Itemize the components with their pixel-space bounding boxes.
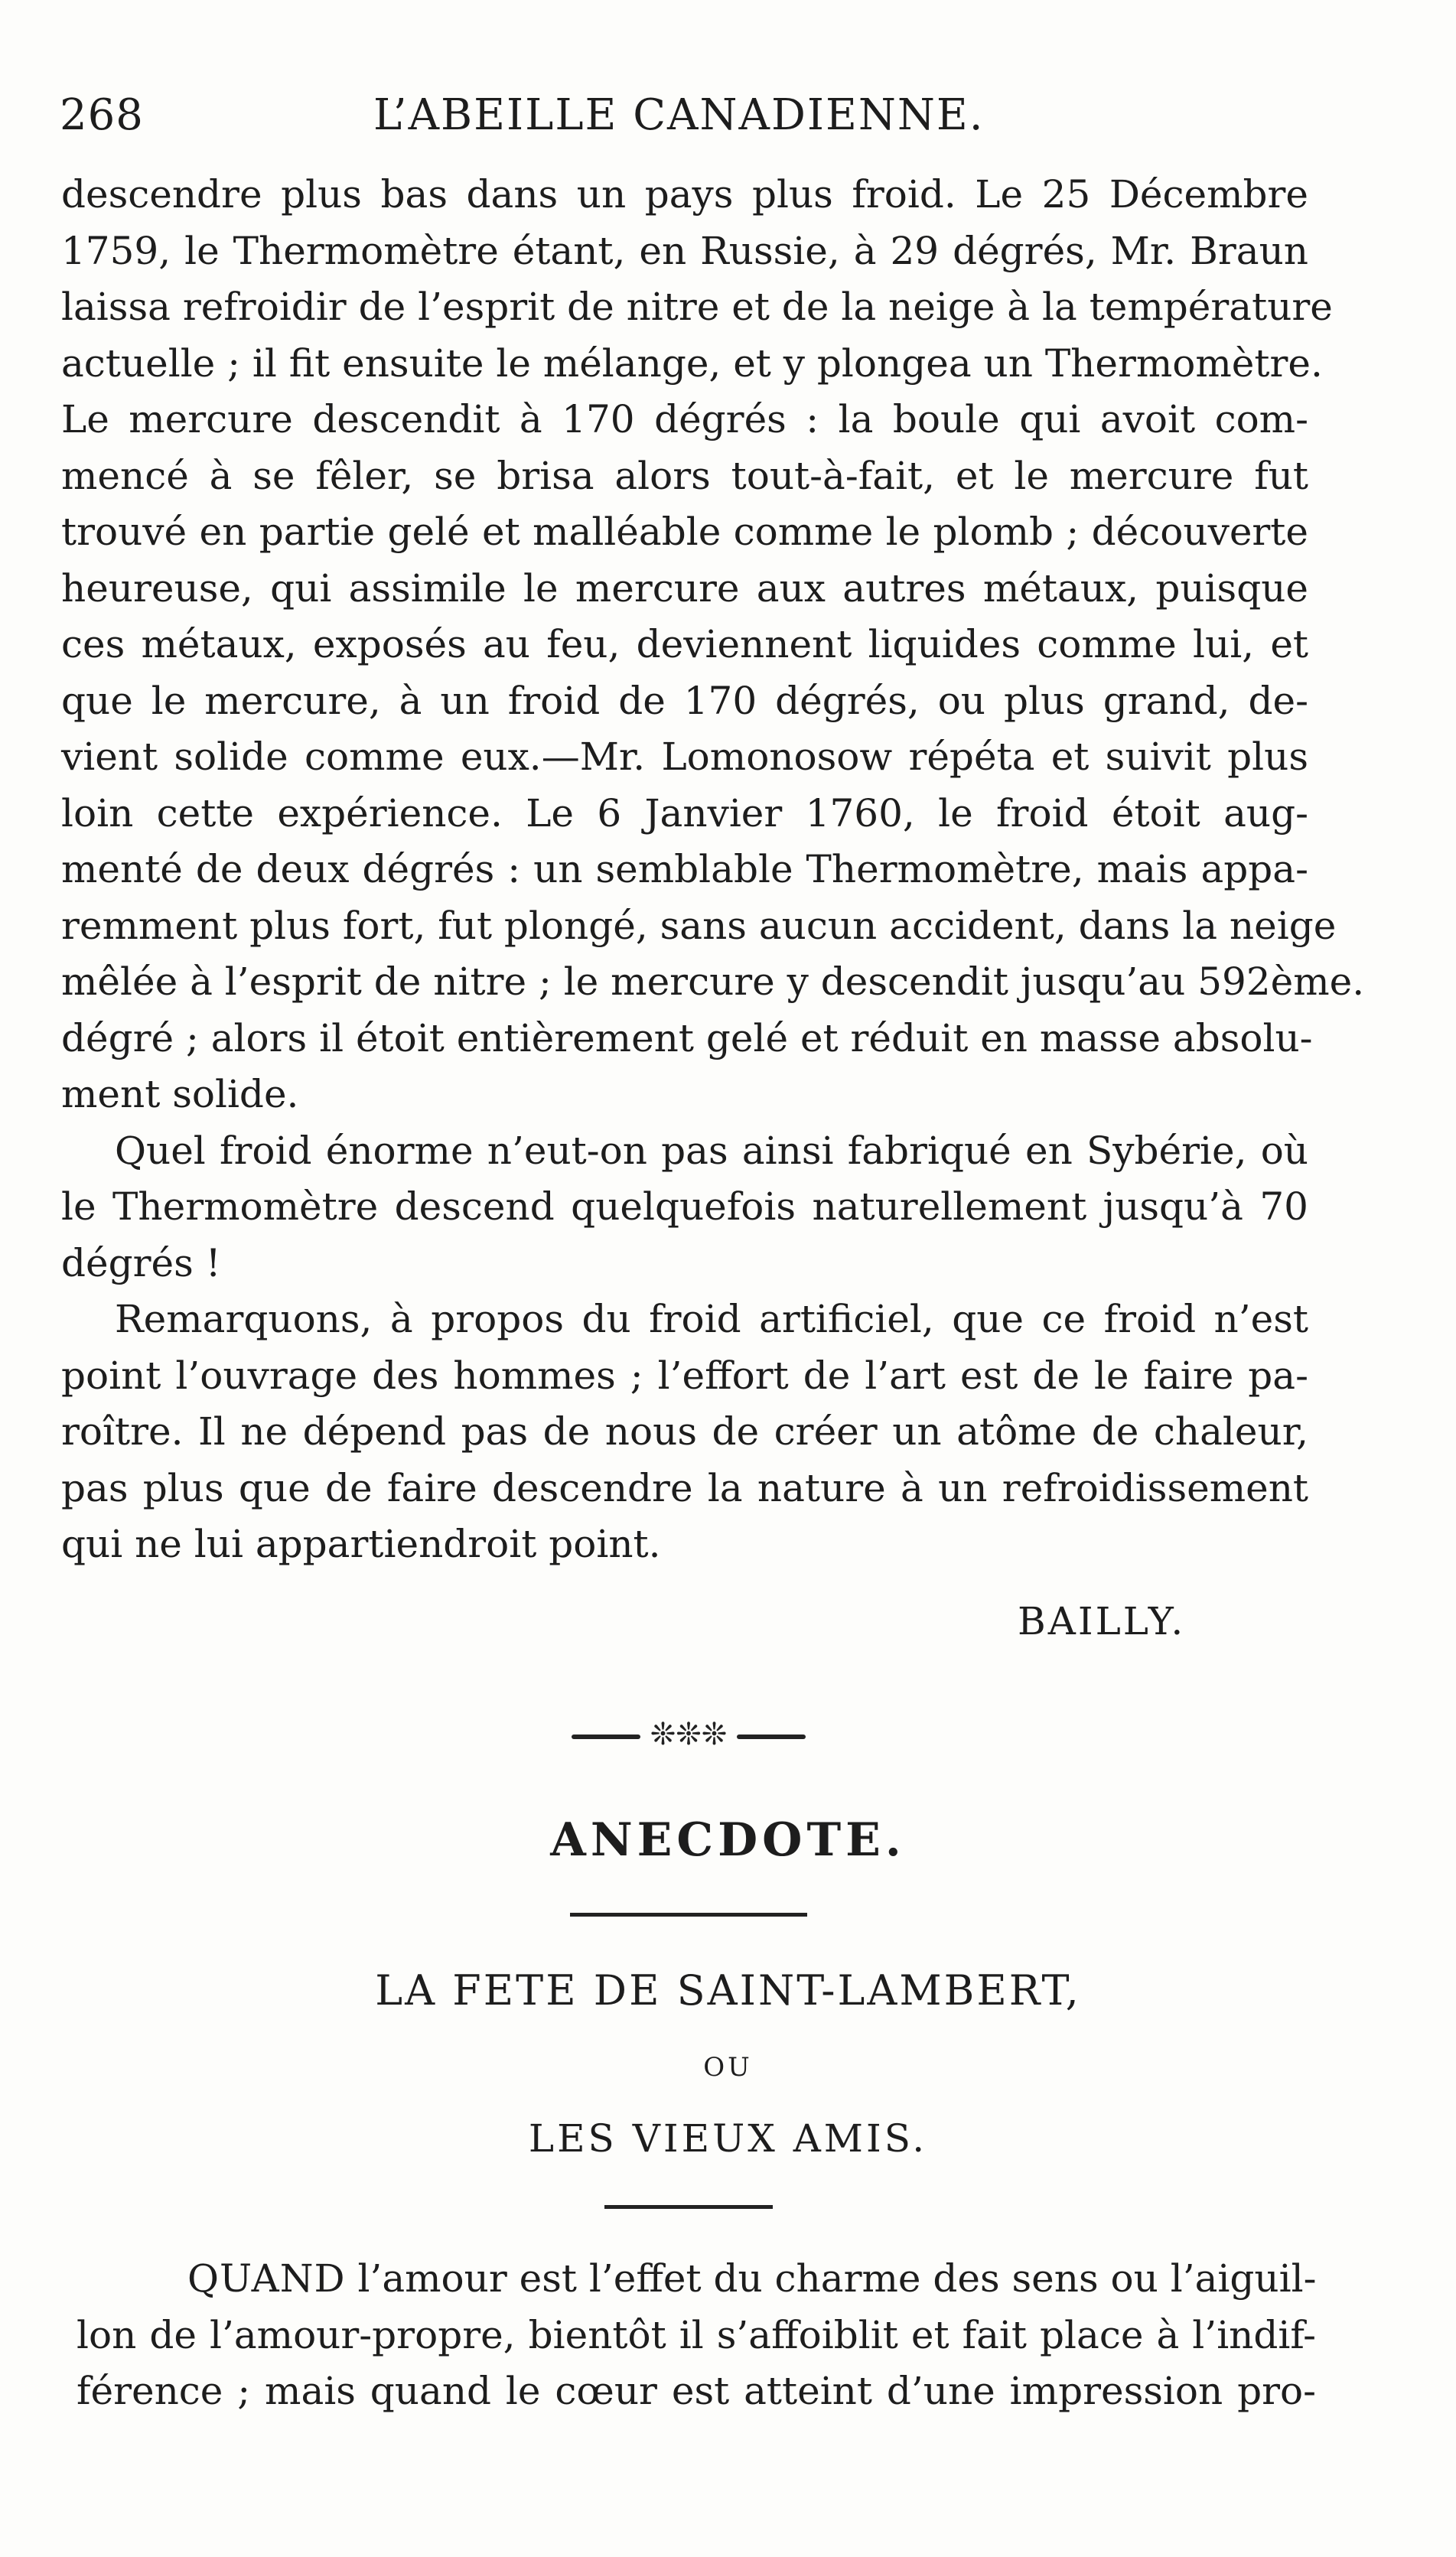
story-or: OU <box>703 2052 753 2083</box>
divider-rule <box>604 2205 773 2209</box>
text-line: loin cette expérience. Le 6 Janvier 1760, le froid étoit aug- <box>61 790 1308 836</box>
text-line: mencé à se fêler, se brisa alors tout-à-fait, et le mercure fut <box>61 453 1308 498</box>
text-line: férence ; mais quand le cœur est atteint d’une impression pro- <box>77 2369 1316 2413</box>
running-title: L’ABEILLE CANADIENNE. <box>373 90 985 140</box>
text-line: 1759, le Thermomètre étant, en Russie, à 29 dégrés, Mr. Braun <box>61 228 1308 273</box>
text-fragment: l’amour est l’effet du charme des sens ou l’aiguil- <box>345 2256 1317 2301</box>
text-line: laissa refroidir de l’esprit de nitre et de la neige à la température <box>61 285 1333 329</box>
text-line: Quel froid énorme n’eut-on pas ainsi fabriqué en Sybérie, où <box>115 1128 1308 1173</box>
text-line: point l’ouvrage des hommes ; l’effort de l’art est de le faire pa- <box>61 1353 1308 1398</box>
text-line: remment plus fort, fut plongé, sans aucun accident, dans la neige <box>61 903 1337 948</box>
text-line: roître. Il ne dépend pas de nous de créer un atôme de chaleur, <box>61 1409 1308 1454</box>
text-line: que le mercure, à un froid de 170 dégrés, ou plus grand, de- <box>61 678 1308 723</box>
divider-rule <box>570 1913 807 1917</box>
text-line: descendre plus bas dans un pays plus froid. Le 25 Décembre <box>61 172 1308 217</box>
text-line <box>77 2249 1316 2306</box>
opening-word: QUAND <box>187 2256 346 2301</box>
text-line: qui ne lui appartiendroit point. <box>61 1522 661 1566</box>
paragraph-2 <box>61 1123 1308 1292</box>
story-body <box>77 2249 1316 2419</box>
paragraph-1 <box>61 167 1365 1123</box>
author-signature: BAILLY. <box>1018 1599 1186 1643</box>
text-line: actuelle ; il fit ensuite le mélange, et y plongea un Thermomètre. <box>61 340 1323 386</box>
text-line: pas plus que de faire descendre la nature à un refroidissement <box>61 1465 1308 1510</box>
story-title: LA FETE DE SAINT-LAMBERT, <box>375 1966 1081 2015</box>
text-line: heureuse, qui assimile le mercure aux autres métaux, puisque <box>61 565 1308 611</box>
text-line: lon de l’amour-propre, bientôt il s’affoiblit et fait place à l’indif- <box>77 2312 1316 2357</box>
story-subtitle: LES VIEUX AMIS. <box>528 2116 928 2161</box>
text-line: mêlée à l’esprit de nitre ; le mercure y descendit jusqu’au 592ème. <box>61 959 1365 1004</box>
text-line: ment solide. <box>61 1072 299 1116</box>
text-line: dégrés ! <box>61 1240 221 1285</box>
ornament-stars: ❊❊❊ <box>650 1717 728 1752</box>
section-heading: ANECDOTE. <box>550 1813 906 1867</box>
paragraph-3 <box>61 1292 1308 1573</box>
ornament-bar-left <box>572 1735 640 1739</box>
text-line: ces métaux, exposés au feu, deviennent liquides comme lui, et <box>61 622 1308 666</box>
text-line: vient solide comme eux.—Mr. Lomonosow répéta et suivit plus <box>61 735 1308 779</box>
article-body <box>61 167 1365 1573</box>
ornament-bar-right <box>737 1735 806 1739</box>
section-ornament <box>551 1715 826 1754</box>
text-line: dégré ; alors il étoit entièrement gelé et réduit en masse absolu- <box>61 1015 1313 1060</box>
text-line: trouvé en partie gelé et malléable comme le plomb ; découverte <box>61 510 1308 554</box>
text-line: le Thermomètre descend quelquefois naturellement jusqu’à 70 <box>61 1184 1308 1229</box>
text-line: Le mercure descendit à 170 dégrés : la boule qui avoit com- <box>61 397 1308 441</box>
text-line: menté de deux dégrés : un semblable Thermomètre, mais appa- <box>61 847 1308 891</box>
page-header <box>60 90 1314 151</box>
page-number: 268 <box>60 90 144 140</box>
text-line: Remarquons, à propos du froid artificiel, que ce froid n’est <box>115 1297 1308 1341</box>
